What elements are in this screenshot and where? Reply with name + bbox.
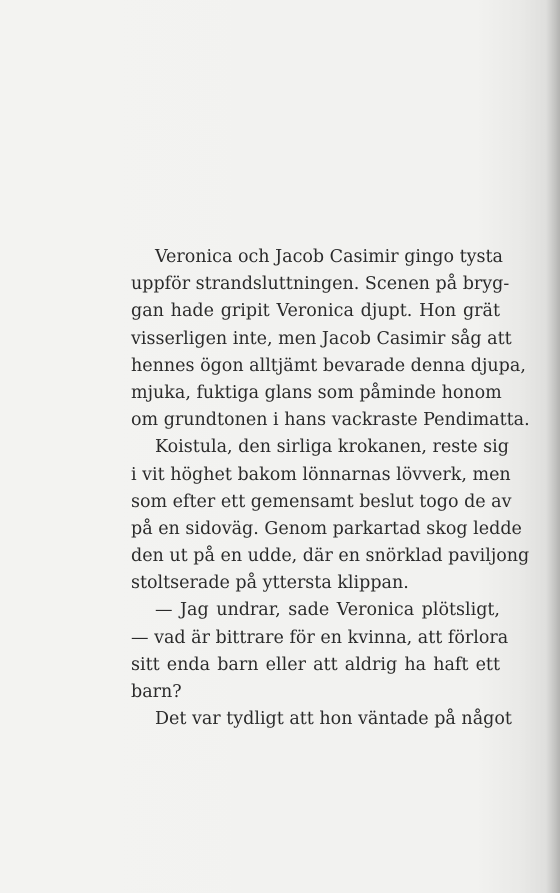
text-line: på en sidoväg. Genom parkartad skog ledde (131, 518, 522, 539)
text-line: stoltserade på yttersta klippan. (131, 573, 409, 594)
text-line: i vit höghet bakom lönnarnas lövverk, men (131, 464, 511, 485)
text-line: Det var tydligt att hon väntade på något (155, 709, 512, 730)
text-line: visserligen inte, men Jacob Casimir såg att (131, 328, 512, 349)
text-line: mjuka, fuktiga glans som påminde honom (131, 382, 502, 403)
text-line: den ut på en udde, där en snörklad paviljong (131, 546, 530, 567)
text-line: — vad är bittrare för en kvinna, att förlora (131, 627, 509, 648)
page-text (131, 244, 530, 733)
text-line: — Jag undrar, sade Veronica plötsligt, (155, 600, 500, 621)
text-line: Veronica och Jacob Casimir gingo tysta (155, 247, 503, 267)
text-line: hennes ögon alltjämt bevarade denna djupa, (131, 355, 526, 376)
text-line: om grundtonen i hans vackraste Pendimatta. (131, 410, 530, 431)
text-line: gan hade gripit Veronica djupt. Hon grät (131, 301, 500, 322)
text-line: Koistula, den sirliga krokanen, reste sig (155, 437, 509, 458)
text-line: barn? (131, 682, 182, 702)
text-line: uppför strandsluttningen. Scenen på bryg- (131, 274, 510, 295)
text-line: som efter ett gemensamt beslut togo de av (131, 491, 512, 512)
text-line: sitt enda barn eller att aldrig ha haft ett (131, 654, 500, 675)
page-edge-shadow (546, 0, 560, 893)
